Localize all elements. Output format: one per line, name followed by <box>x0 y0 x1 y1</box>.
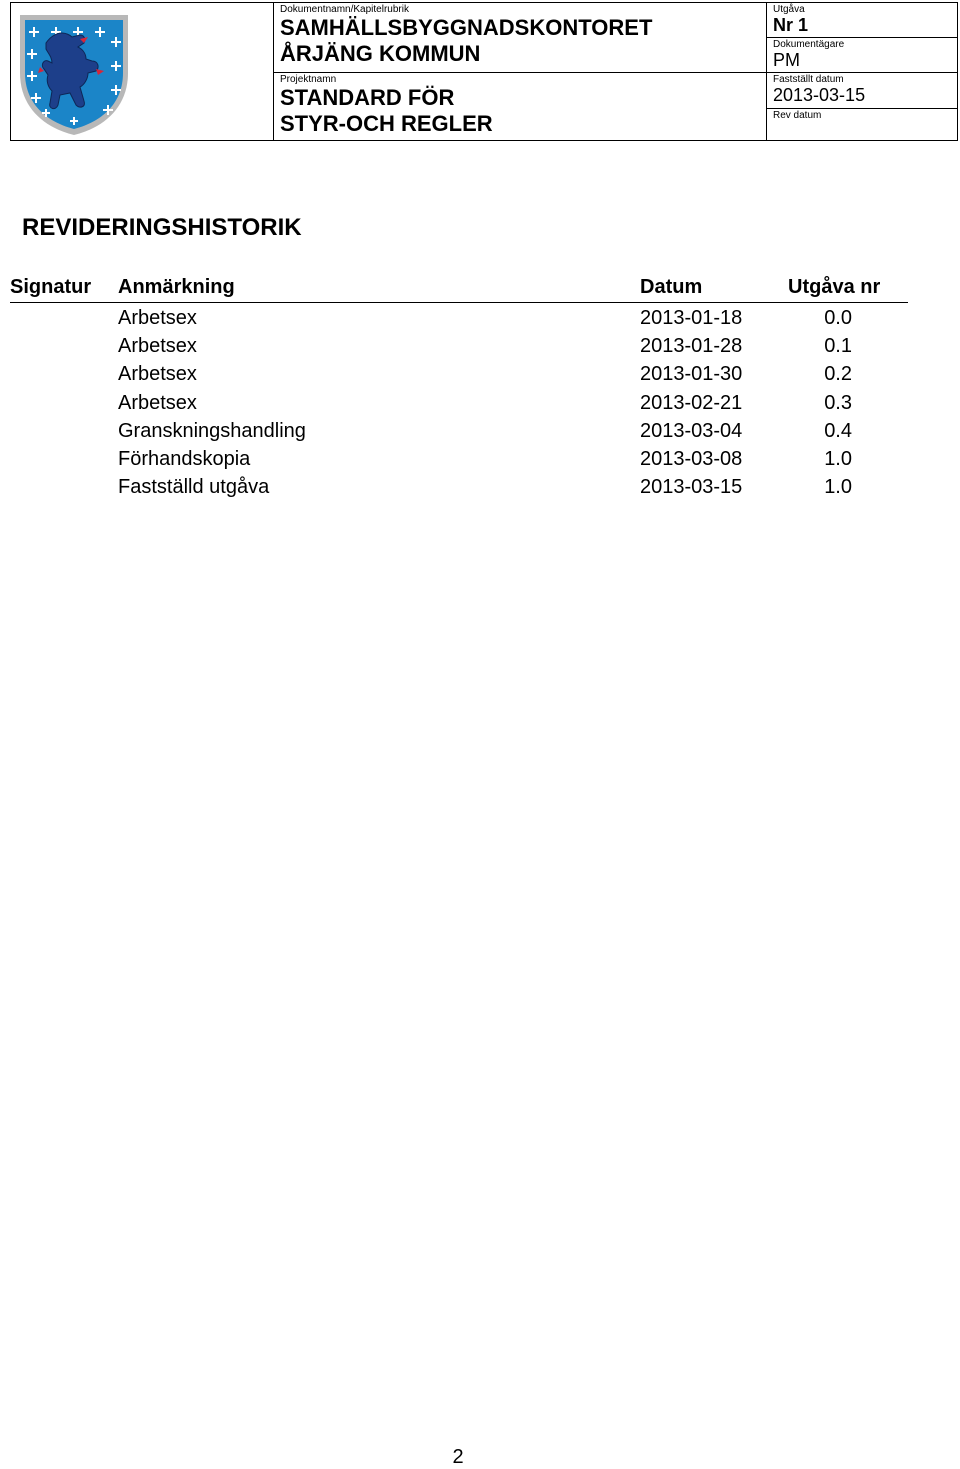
approved-value: 2013-03-15 <box>773 85 866 105</box>
document-header <box>10 2 958 141</box>
table-header <box>10 274 908 303</box>
doc-title-line1: SAMHÄLLSBYGGNADSKONTORET <box>280 15 653 40</box>
owner-label: Dokumentägare <box>773 39 845 50</box>
edition-value: Nr 1 <box>773 15 809 35</box>
divider <box>767 37 957 38</box>
table-row <box>10 444 908 472</box>
note-cell: Fastställd utgåva <box>118 476 270 499</box>
coat-of-arms-bear-icon <box>18 13 130 137</box>
table-row <box>10 472 908 500</box>
date-cell: 2013-03-04 <box>640 419 743 442</box>
column-header-version: Utgåva nr <box>788 276 881 298</box>
project-label: Projektnamn <box>280 74 337 85</box>
edition-label: Utgåva <box>773 4 805 15</box>
version-cell: 0.2 <box>824 363 852 386</box>
doc-label: Dokumentnamn/Kapitelrubrik <box>280 4 409 15</box>
column-header-signature: Signatur <box>10 276 92 298</box>
logo-cell <box>11 3 273 140</box>
version-cell: 1.0 <box>824 476 852 499</box>
page-number: 2 <box>452 1446 464 1468</box>
section-title: REVIDERINGSHISTORIK <box>22 214 302 241</box>
table-row <box>10 331 908 359</box>
note-cell: Arbetsex <box>118 391 197 414</box>
date-cell: 2013-02-21 <box>640 391 743 414</box>
table-row <box>10 359 908 387</box>
column-header-date: Datum <box>640 276 703 298</box>
date-cell: 2013-03-15 <box>640 476 743 499</box>
owner-value: PM <box>773 50 800 70</box>
title-cell <box>273 3 766 140</box>
version-cell: 0.4 <box>824 419 852 442</box>
rev-label: Rev datum <box>773 110 822 121</box>
table-row <box>10 303 908 331</box>
note-cell: Arbetsex <box>118 335 197 358</box>
table-row <box>10 388 908 416</box>
version-cell: 0.1 <box>824 335 852 358</box>
date-cell: 2013-03-08 <box>640 447 743 470</box>
date-cell: 2013-01-30 <box>640 363 743 386</box>
project-line1: STANDARD FÖR <box>280 85 455 110</box>
table-row <box>10 416 908 444</box>
revision-table <box>10 274 908 500</box>
column-header-note: Anmärkning <box>118 276 235 298</box>
approved-label: Fastställt datum <box>773 74 844 85</box>
version-cell: 1.0 <box>824 447 852 470</box>
divider <box>767 72 957 73</box>
version-cell: 0.0 <box>824 307 852 329</box>
date-cell: 2013-01-18 <box>640 307 743 329</box>
version-cell: 0.3 <box>824 391 852 414</box>
info-cell <box>766 3 957 140</box>
note-cell: Arbetsex <box>118 307 197 329</box>
divider <box>767 108 957 109</box>
note-cell: Granskningshandling <box>118 419 306 442</box>
project-line2: STYR-OCH REGLER <box>280 111 493 136</box>
date-cell: 2013-01-28 <box>640 335 743 358</box>
divider <box>274 72 766 73</box>
note-cell: Förhandskopia <box>118 447 251 470</box>
note-cell: Arbetsex <box>118 363 197 386</box>
doc-title-line2: ÅRJÄNG KOMMUN <box>280 41 481 66</box>
